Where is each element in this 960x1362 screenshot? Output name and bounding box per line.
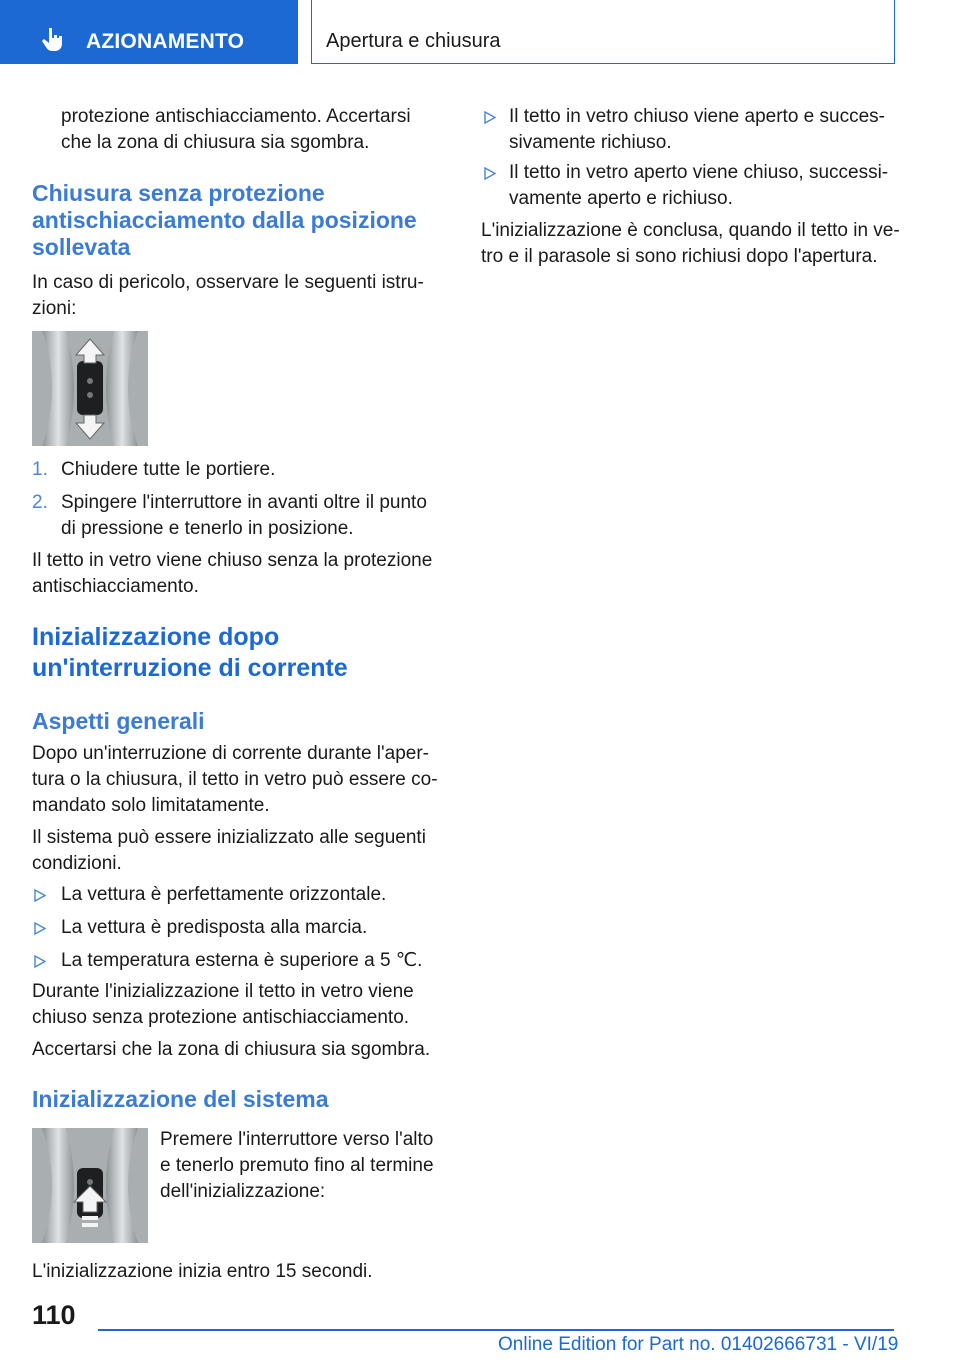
section-heading: Inizializzazione del sistema [32,1086,329,1112]
section-tab [0,0,298,64]
bullet-triangle-icon [484,111,496,124]
chapter-title: Apertura e chiusura [326,30,501,52]
roof-switch-illustration [32,331,148,446]
section-label: AZIONAMENTO [86,30,245,53]
paragraph: Premere l'interruttore verso l'alto [160,1129,434,1150]
paragraph: mandato solo limitatamente. [32,795,270,816]
section-heading: sollevata [32,234,131,260]
bullet-triangle-icon [34,889,46,902]
chapter-heading: un'interruzione di corrente [32,654,348,682]
section-heading: Aspetti generali [32,708,205,734]
step-number: 2. [32,492,48,513]
paragraph: L'inizializzazione inizia entro 15 secondi. [32,1261,373,1282]
paragraph: Durante l'inizializzazione il tetto in vetro viene [32,981,414,1002]
paragraph: Il tetto in vetro viene chiuso senza la protezione [32,550,433,571]
intro-line: protezione antischiacciamento. Accertarsi [61,106,411,127]
chapter-heading: Inizializzazione dopo [32,623,280,651]
step-text: Chiudere tutte le portiere. [61,459,276,480]
roof-switch-image [32,331,148,446]
chapter-header [311,0,895,64]
section-heading: antischiacciamento dalla posizione [32,207,417,233]
paragraph: condizioni. [32,853,122,874]
page-number: 110 [32,1300,76,1330]
paragraph: Dopo un'interruzione di corrente durante l'aper- [32,743,429,764]
paragraph: tro e il parasole si sono richiusi dopo l'apertura. [481,246,878,267]
footer-divider [98,1329,894,1331]
bullet-triangle-icon [34,955,46,968]
bullet-text: Il tetto in vetro aperto viene chiuso, successi- [509,162,889,183]
pointing-hand-icon [40,26,66,52]
bullet-text: vamente aperto e richiuso. [509,188,733,209]
intro-line: che la zona di chiusura sia sgombra. [61,132,370,153]
bullet-triangle-icon [484,167,496,180]
step-text: di pressione e tenerlo in posizione. [61,518,354,539]
step-number: 1. [32,459,48,480]
bullet-text: La vettura è predisposta alla marcia. [61,917,368,938]
paragraph: e tenerlo premuto fino al termine [160,1155,434,1176]
bullet-text: Il tetto in vetro chiuso viene aperto e succes- [509,106,885,127]
paragraph: L'inizializzazione è conclusa, quando il tetto in ve- [481,220,900,241]
roof-switch-up-illustration [32,1128,148,1243]
paragraph: zioni: [32,298,77,319]
paragraph: antischiacciamento. [32,576,199,597]
paragraph: Accertarsi che la zona di chiusura sia sgombra. [32,1039,431,1060]
roof-switch-up-image [32,1128,148,1243]
step-text: Spingere l'interruttore in avanti oltre il punto [61,492,427,513]
paragraph: tura o la chiusura, il tetto in vetro può essere co- [32,769,438,790]
section-heading: Chiusura senza protezione [32,180,325,206]
bullet-text: La vettura è perfettamente orizzontale. [61,884,387,905]
paragraph: In caso di pericolo, osservare le seguenti istru- [32,272,424,293]
bullet-text: La temperatura esterna è superiore a 5 ℃. [61,950,423,971]
bullet-text: sivamente richiuso. [509,132,672,153]
edition-text: Online Edition for Part no. 01402666731 - VI/19 [498,1334,899,1355]
paragraph: chiuso senza protezione antischiacciamento. [32,1007,410,1028]
bullet-triangle-icon [34,922,46,935]
paragraph: Il sistema può essere inizializzato alle seguenti [32,827,426,848]
paragraph: dell'inizializzazione: [160,1181,326,1202]
